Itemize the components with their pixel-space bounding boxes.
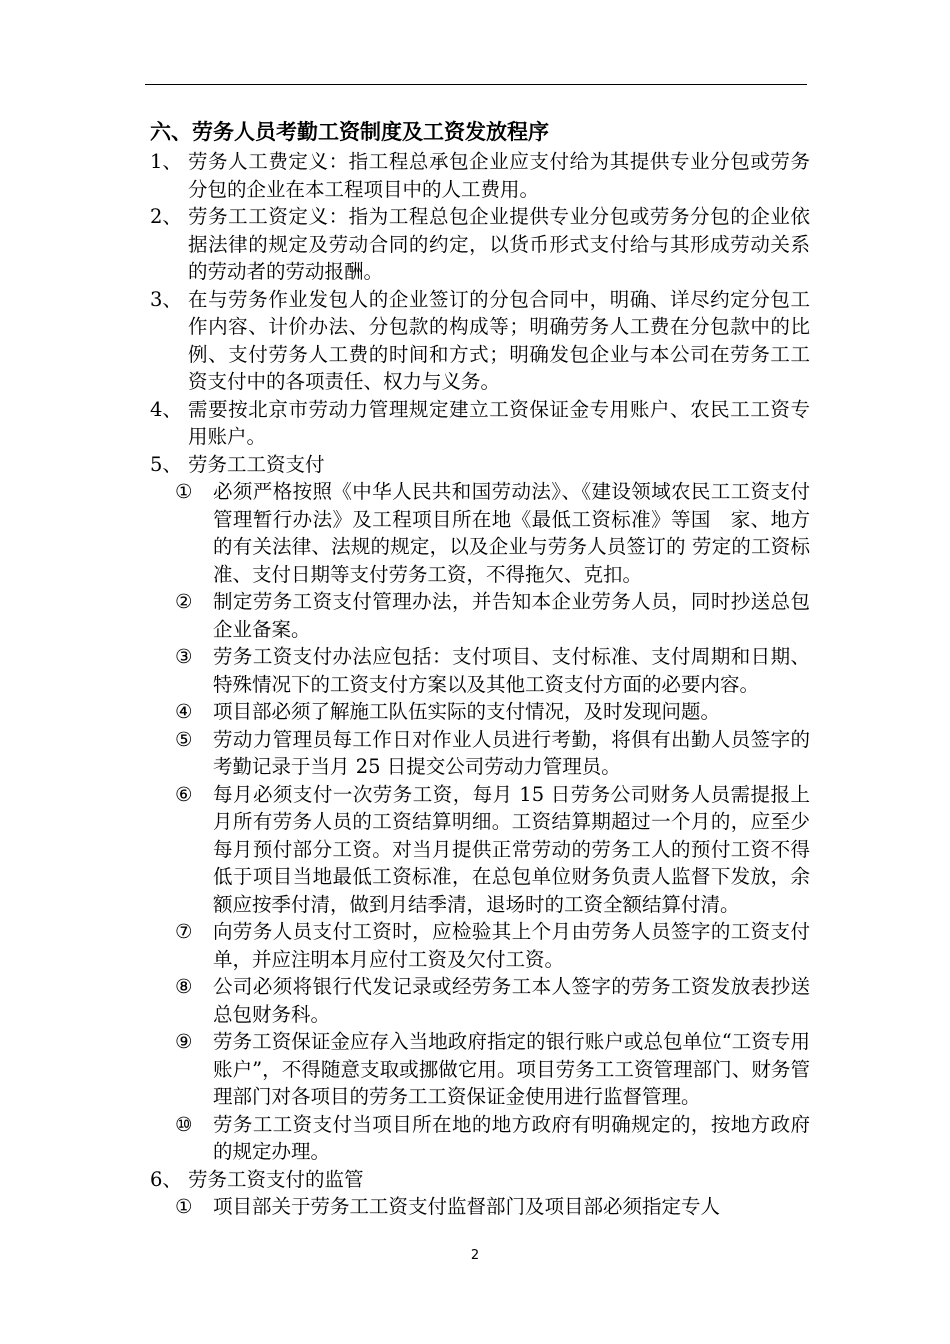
sub-item (150, 726, 810, 781)
sub-item-text: 项目部必须了解施工队伍实际的支付情况，及时发现问题。 (213, 700, 721, 723)
sub-item (150, 1028, 810, 1111)
list-item (150, 286, 810, 396)
sub-item-number: ⑥ (175, 782, 193, 806)
sub-item-number: ⑨ (175, 1030, 193, 1053)
item-text: 劳务工工资支付 (188, 452, 325, 476)
sub-item (150, 973, 810, 1028)
item-number: 3、 (150, 287, 182, 311)
sub-item-text: 每月必须支付一次劳务工资，每月 15 日劳务公司财务人员需提报上月所有劳务人员的工资结算明细。工资结算期超过一个月的，应至少每月预付部分工资。对当月提供正常劳动的劳务工人的预付工资不得低于项目当地最低工资标准，在总包单位财务负责人监督下发放，余额应按季付清，做到月结季清，退场时的工资全额结算付清。 (213, 782, 810, 916)
sub-item-text: 劳务工资保证金应存入当地政府指定的银行账户或总包单位“工资专用账户”，不得随意支取或挪做它用。项目劳务工工资管理部门、财务管理部门对各项目的劳务工工资保证金使用进行监督管理。 (213, 1030, 810, 1108)
item-text: 在与劳务作业发包人的企业签订的分包合同中，明确、详尽约定分包工作内容、计价办法、分包款的构成等；明确劳务人工费在分包款中的比例、支付劳务人工费的时间和方式；明确发包企业与本公司在劳务工工资支付中的各项责任、权力与义务。 (188, 287, 810, 393)
sub-item-text: 制定劳务工资支付管理办法，并告知本企业劳务人员，同时抄送总包企业备案。 (213, 590, 810, 641)
section-heading: 六、劳务人员考勤工资制度及工资发放程序 (150, 119, 549, 144)
sub-item-text: 劳动力管理员每工作日对作业人员进行考勤，将俱有出勤人员签字的考勤记录于当月 25 日提交公司劳动力管理员。 (213, 727, 810, 778)
sub-item-text: 必须严格按照《中华人民共和国劳动法》、《建设领域农民工工资支付管理暂行办法》及工程项目所在地《最低工资标准》等国 家、地方的有关法律、法规的规定，以及企业与劳务人员签订的 劳定的工资标准、支付日期等支付劳务工资，不得拖欠、克扣。 (213, 480, 810, 586)
item-number: 6、 (150, 1167, 182, 1191)
sub-item-text: 劳务工工资支付当项目所在地的地方政府有明确规定的，按地方政府的规定办理。 (213, 1112, 810, 1163)
list-item (150, 148, 810, 203)
item-number: 2、 (150, 205, 182, 228)
list-item (150, 203, 810, 286)
item-text: 劳务工工资定义：指为工程总包企业提供专业分包或劳务分包的企业依据法律的规定及劳动合同的约定，以货币形式支付给与其形成劳动关系的劳动者的劳动报酬。 (188, 205, 810, 283)
sub-item-number: ① (175, 480, 193, 503)
sub-item (150, 918, 810, 973)
item-text: 劳务人工费定义：指工程总承包企业应支付给为其提供专业分包或劳务分包的企业在本工程项目中的人工费用。 (188, 150, 810, 201)
item-number: 1、 (150, 150, 182, 173)
sub-item (150, 478, 810, 588)
sub-item-text: 项目部关于劳务工工资支付监督部门及项目部必须指定专人 (213, 1195, 721, 1218)
list-item (150, 1166, 810, 1194)
sub-item-text: 公司必须将银行代发记录或经劳务工本人签字的劳务工资发放表抄送总包财务科。 (213, 975, 810, 1026)
sub-item (150, 698, 810, 726)
sub-item-number: ⑩ (175, 1112, 193, 1136)
list-item (150, 396, 810, 451)
header-rule (145, 84, 807, 85)
sub-item-text: 劳务工资支付办法应包括：支付项目、支付标准、支付周期和日期、特殊情况下的工资支付方案以及其他工资支付方面的必要内容。 (213, 645, 810, 696)
list-item (150, 451, 810, 479)
content-list (150, 148, 810, 1221)
sub-item (150, 643, 810, 698)
sub-item-number: ⑦ (175, 920, 193, 943)
sub-item-number: ④ (175, 700, 193, 723)
sub-item (150, 1111, 810, 1166)
sub-item (150, 781, 810, 919)
item-text: 需要按北京市劳动力管理规定建立工资保证金专用账户、农民工工资专用账户。 (188, 397, 810, 448)
page-number: 2 (470, 1248, 480, 1263)
sub-item-number: ⑤ (175, 727, 193, 751)
sub-item (150, 1193, 810, 1221)
item-number: 4、 (150, 397, 182, 421)
sub-item (150, 588, 810, 643)
sub-item-number: ② (175, 590, 193, 613)
sub-item-number: ③ (175, 645, 193, 668)
item-number: 5、 (150, 452, 182, 476)
item-text: 劳务工资支付的监管 (188, 1167, 364, 1191)
sub-item-number: ① (175, 1195, 193, 1218)
sub-item-text: 向劳务人员支付工资时，应检验其上个月由劳务人员签字的工资支付单，并应注明本月应付工资及欠付工资。 (213, 920, 810, 971)
sub-item-number: ⑧ (175, 975, 193, 998)
